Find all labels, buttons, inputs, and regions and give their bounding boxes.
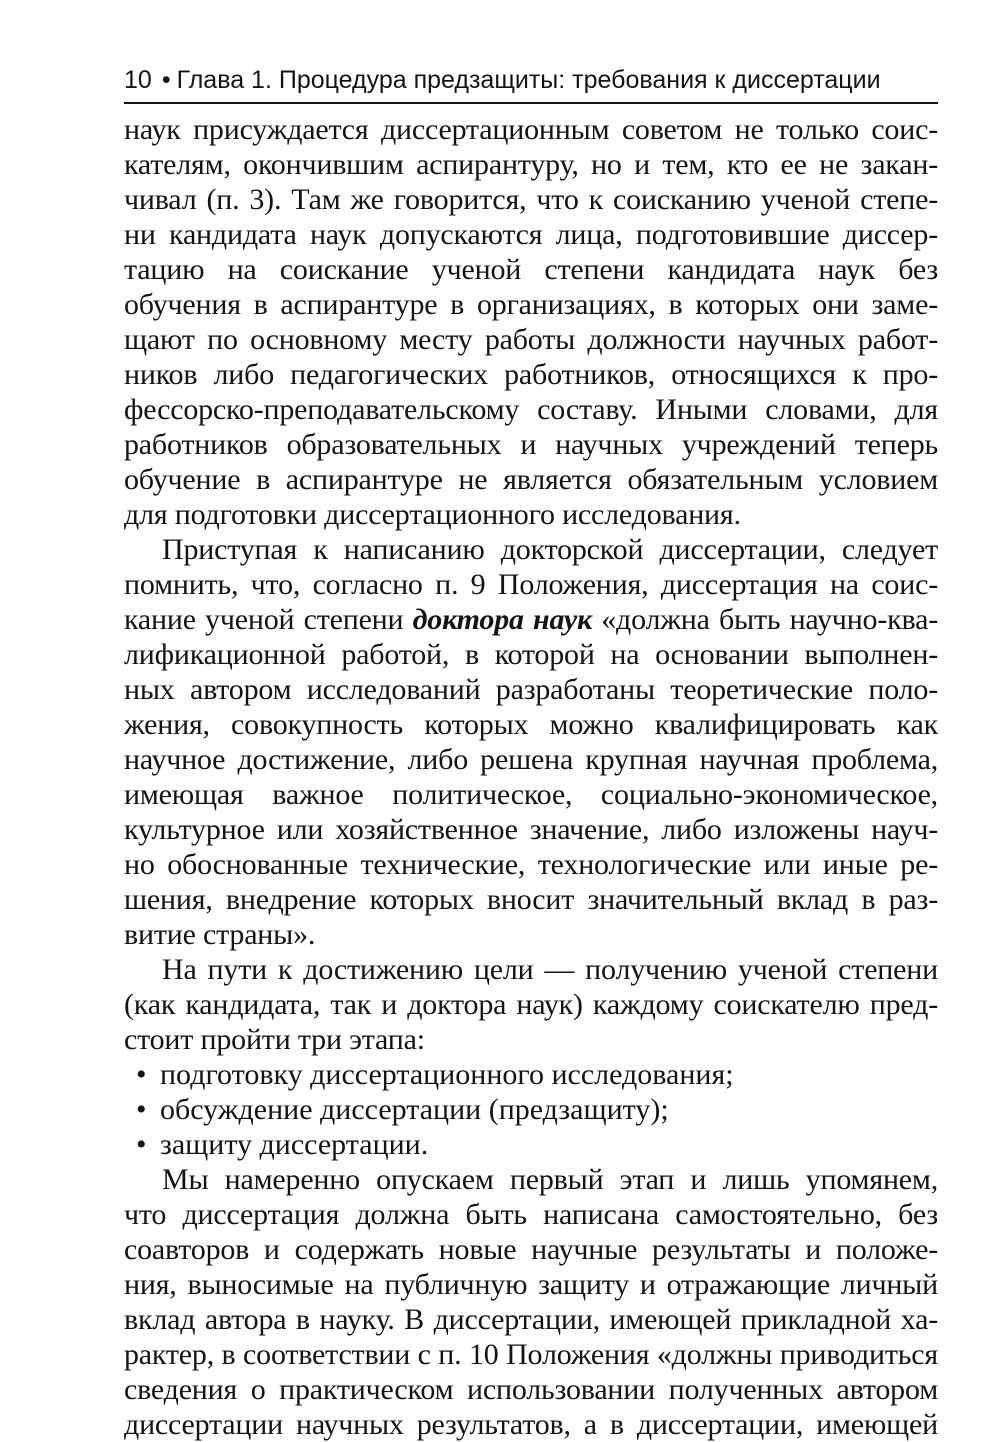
text-line: научное достижение, либо решена крупная научная проблема, <box>124 743 938 776</box>
paragraph-continuation <box>124 112 938 532</box>
text-line <box>124 602 938 637</box>
page-number: 10 <box>124 66 152 94</box>
text-line: ников либо педагогических работников, относящихся к про- <box>124 358 938 391</box>
paragraph-doctoral-dissertation <box>124 532 938 952</box>
list-item-text: защиту диссертации. <box>160 1128 429 1161</box>
text-line: (как кандидата, так и доктора наук) каждому соискателю пред- <box>124 988 938 1021</box>
text-line: что диссертация должна быть написана самостоятельно, без <box>124 1198 938 1231</box>
text-line: стоит пройти три этапа: <box>124 1023 425 1056</box>
text-line: но обоснованные технические, технологические или иные ре- <box>124 848 938 881</box>
text-line: кателям, окончившим аспирантуру, но и тем, кто ее не закан- <box>124 148 938 181</box>
text-line: ния, выносимые на публичную защиту и отражающие личный <box>124 1268 938 1301</box>
list-item <box>124 1127 938 1162</box>
paragraph-first-stage <box>124 1162 938 1442</box>
text-line: сведения о практическом использовании полученных автором <box>124 1373 938 1406</box>
list-item <box>124 1057 938 1092</box>
bullet-icon: • <box>136 1128 147 1161</box>
text-line: чивал (п. 3). Там же говорится, что к соисканию ученой степе- <box>124 183 938 216</box>
text-line: лификационной работой, в которой на основании выполнен- <box>124 638 938 671</box>
stages-list <box>124 1057 938 1162</box>
running-header <box>124 62 938 104</box>
text-line: для подготовки диссертационного исследования. <box>124 498 741 531</box>
text-line: культурное или хозяйственное значение, либо изложены науч- <box>124 813 938 846</box>
text-line: щают по основному месту работы должности научных работ- <box>124 323 938 356</box>
text-line: жения, совокупность которых можно квалифицировать как <box>124 708 938 741</box>
text-line: шения, внедрение которых вносит значительный вклад в раз- <box>124 883 938 916</box>
text-line: обучения в аспирантуре в организациях, в которых они заме- <box>124 288 938 321</box>
text-line: ни кандидата наук допускаются лица, подготовившие диссер- <box>124 218 938 251</box>
paragraph-three-stages <box>124 952 938 1057</box>
text-line: вклад автора в науку. В диссертации, имеющей прикладной ха- <box>124 1303 938 1336</box>
text-line: витие страны». <box>124 918 316 951</box>
text-fragment: «должна быть научно-ква- <box>592 603 938 636</box>
header-bullet: • <box>161 66 171 94</box>
bullet-icon: • <box>136 1058 147 1091</box>
list-item-text: обсуждение диссертации (предзащиту); <box>160 1093 669 1126</box>
text-line: фессорско-преподавательскому составу. Иными словами, для <box>124 393 938 426</box>
emphasized-term: доктора наук <box>412 603 593 636</box>
text-line: диссертации научных результатов, а в диссертации, имеющей <box>124 1408 938 1441</box>
text-line: ных автором исследований разработаны теоретические поло- <box>124 673 938 706</box>
text-line: имеющая важное политическое, социально-экономическое, <box>124 778 938 811</box>
bullet-icon: • <box>136 1093 147 1126</box>
list-item-text: подготовку диссертационного исследования; <box>160 1058 734 1091</box>
text-fragment: кание ученой степени <box>124 603 413 636</box>
text-line: Мы намеренно опускаем первый этап и лишь упомянем, <box>162 1163 938 1196</box>
text-line: обучение в аспирантуре не является обязательным условием <box>124 463 938 496</box>
list-item <box>124 1092 938 1127</box>
text-line: работников образовательных и научных учреждений теперь <box>124 428 938 461</box>
text-line: помнить, что, согласно п. 9 Положения, диссертация на соис- <box>124 568 938 601</box>
book-page <box>124 62 938 1442</box>
body-text <box>124 112 938 1442</box>
chapter-title: Глава 1. Процедура предзащиты: требования к диссертации <box>176 66 881 94</box>
text-line: наук присуждается диссертационным советом не только соис- <box>124 113 938 146</box>
text-line: тацию на соискание ученой степени кандидата наук без <box>124 253 938 286</box>
text-line: соавторов и содержать новые научные результаты и положе- <box>124 1233 938 1266</box>
text-line: Приступая к написанию докторской диссертации, следует <box>162 533 938 566</box>
text-line: рактер, в соответствии с п. 10 Положения «должны приводиться <box>124 1338 938 1371</box>
text-line: На пути к достижению цели — получению ученой степени <box>162 953 938 986</box>
